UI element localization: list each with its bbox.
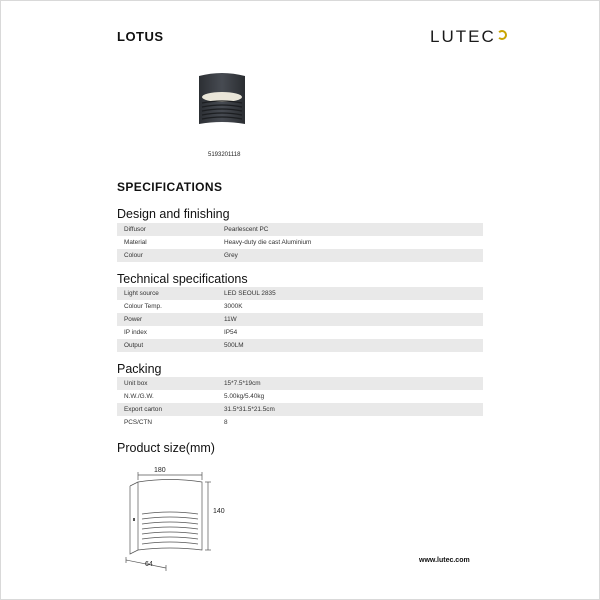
row-value: 3000K (224, 303, 243, 310)
row-value: 31.5*31.5*21.5cm (224, 406, 275, 413)
row-value: Pearlescent PC (224, 226, 269, 233)
row-value: 5.00kg/5.40kg (224, 393, 265, 400)
table-row (117, 339, 483, 352)
brand-accent-icon (497, 30, 507, 40)
footer-website: www.lutec.com (419, 557, 470, 564)
row-value: 15*7.5*19cm (224, 380, 261, 387)
table-row (117, 300, 483, 313)
product-code: 5193201118 (208, 152, 241, 158)
dimension-drawing (120, 458, 230, 576)
row-key: Output (124, 342, 144, 349)
row-key: N.W./G.W. (124, 393, 154, 400)
brand-logo (430, 27, 507, 47)
product-size-title: Product size(mm) (117, 441, 215, 455)
row-key: Light source (124, 290, 159, 297)
table-row (117, 416, 483, 429)
row-value: 8 (224, 419, 228, 426)
table-packing (117, 377, 483, 429)
brand-name: LUTEC (430, 27, 496, 46)
row-value: 11W (224, 316, 237, 323)
row-key: Material (124, 239, 147, 246)
row-key: IP index (124, 329, 147, 336)
row-value: 500LM (224, 342, 244, 349)
dimension-width: 180 (154, 467, 166, 474)
table-row (117, 377, 483, 390)
section-title-technical: Technical specifications (117, 272, 248, 286)
dimension-depth: 64 (145, 561, 153, 568)
table-row (117, 236, 483, 249)
section-title-design: Design and finishing (117, 207, 230, 221)
product-photo (196, 70, 248, 126)
row-value: Grey (224, 252, 238, 259)
row-key: Export carton (124, 406, 163, 413)
table-row (117, 249, 483, 262)
row-key: PCS/CTN (124, 419, 153, 426)
table-design (117, 223, 483, 262)
table-technical (117, 287, 483, 352)
row-key: Colour (124, 252, 143, 259)
table-row (117, 223, 483, 236)
row-value: Heavy-duty die cast Aluminium (224, 239, 312, 246)
dimension-height: 140 (213, 508, 225, 515)
table-row (117, 326, 483, 339)
row-key: Unit box (124, 380, 148, 387)
specifications-heading: SPECIFICATIONS (117, 180, 223, 194)
row-value: LED SEOUL 2835 (224, 290, 276, 297)
table-row (117, 403, 483, 416)
table-row (117, 313, 483, 326)
section-title-packing: Packing (117, 362, 162, 376)
row-key: Colour Temp. (124, 303, 162, 310)
table-row (117, 390, 483, 403)
product-name: LOTUS (117, 29, 164, 44)
table-row (117, 287, 483, 300)
row-key: Power (124, 316, 143, 323)
row-value: IP54 (224, 329, 238, 336)
row-key: Diffusor (124, 226, 146, 233)
